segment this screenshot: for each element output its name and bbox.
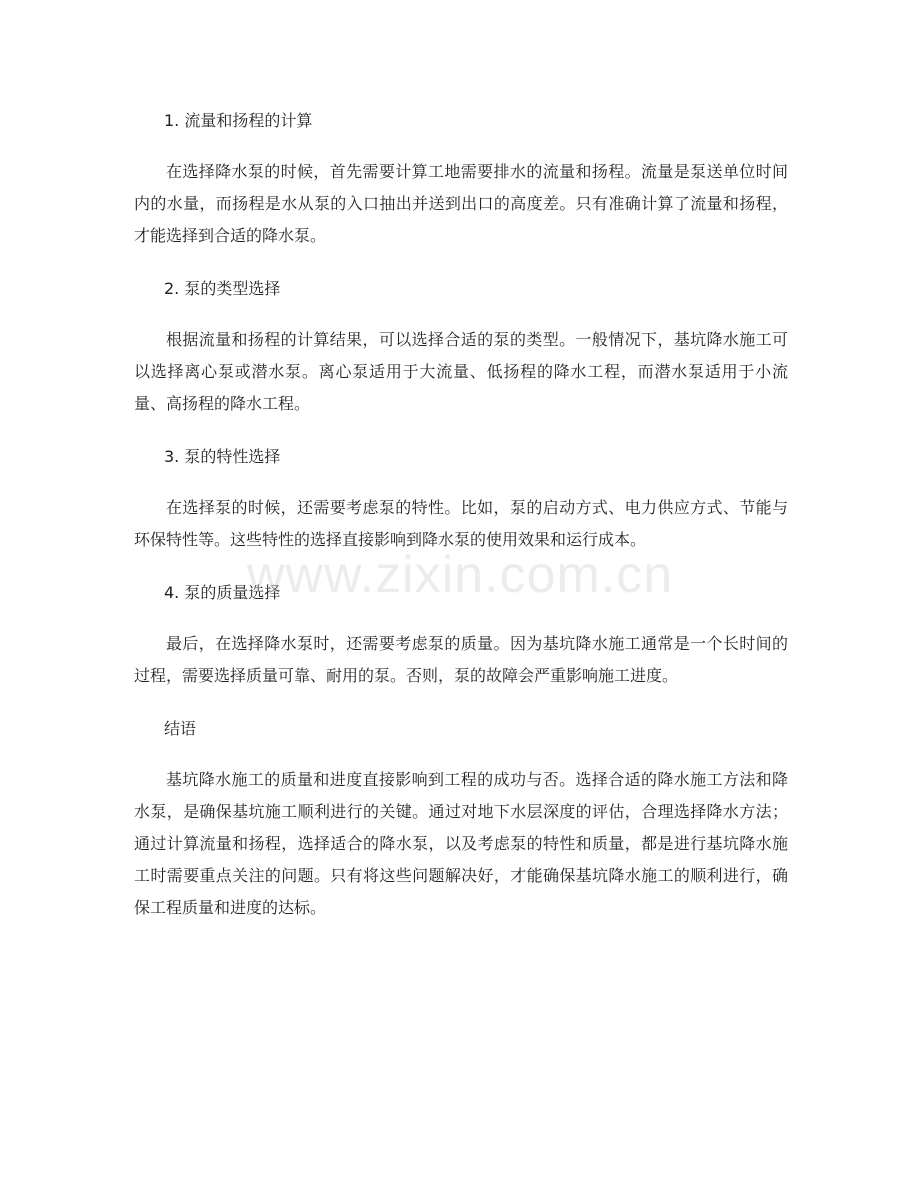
section-heading-4: 4. 泵的质量选择 (164, 583, 281, 602)
watermark: www.zixin.com.cn (246, 546, 674, 604)
section-body-1: 在选择降水泵的时候，首先需要计算工地需要排水的流量和扬程。流量是泵送单位时间内的水量，而扬程是水从泵的入口抽出并送到出口的高度差。只有准确计算了流量和扬程，才能选择到合适的降水泵。 (134, 162, 788, 245)
section-body-4: 最后，在选择降水泵时，还需要考虑泵的质量。因为基坑降水施工通常是一个长时间的过程，需要选择质量可靠、耐用的泵。否则，泵的故障会严重影响施工进度。 (134, 634, 788, 685)
section-body-3: 在选择泵的时候，还需要考虑泵的特性。比如，泵的启动方式、电力供应方式、节能与环保特性等。这些特性的选择直接影响到降水泵的使用效果和运行成本。 (134, 498, 788, 549)
section-heading-3: 3. 泵的特性选择 (164, 447, 281, 466)
section-heading-1: 1. 流量和扬程的计算 (164, 111, 313, 130)
conclusion-heading: 结语 (164, 719, 197, 738)
conclusion-body: 基坑降水施工的质量和进度直接影响到工程的成功与否。选择合适的降水施工方法和降水泵，是确保基坑施工顺利进行的关键。通过对地下水层深度的评估，合理选择降水方法；通过计算流量和扬程，选择适合的降水泵，以及考虑泵的特性和质量，都是进行基坑降水施工时需要重点关注的问题。只有将这些问题解决好，才能确保基坑降水施工的顺利进行，确保工程质量和进度的达标。 (134, 770, 788, 917)
section-heading-2: 2. 泵的类型选择 (164, 279, 281, 298)
section-body-2: 根据流量和扬程的计算结果，可以选择合适的泵的类型。一般情况下，基坑降水施工可以选择离心泵或潜水泵。离心泵适用于大流量、低扬程的降水工程，而潜水泵适用于小流量、高扬程的降水工程。 (134, 330, 788, 413)
document-content (134, 104, 788, 924)
